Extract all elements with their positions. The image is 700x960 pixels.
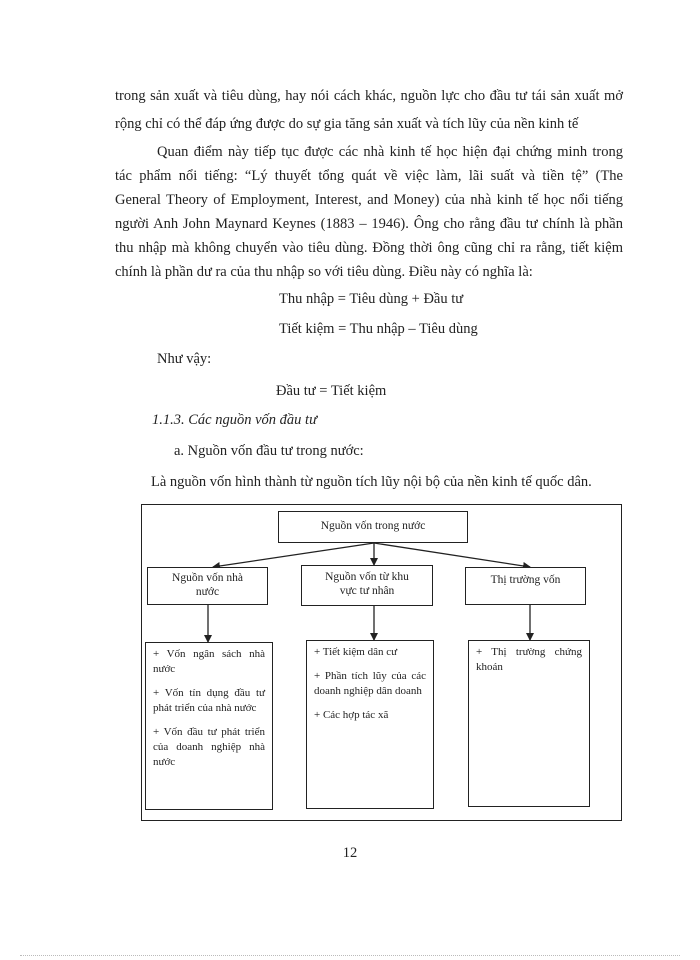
paragraph2-line4: người Anh John Maynard Keynes (1883 – 1946). Ông cho rằng đầu tư chính là phần bbox=[115, 216, 623, 232]
private-capital-list bbox=[306, 640, 434, 809]
branch-market-node bbox=[465, 567, 586, 605]
list-item: + Vốn đầu tư phát triển của doanh nghiệp nhà nước bbox=[153, 726, 265, 768]
equation-investment: Đầu tư = Tiết kiệm bbox=[276, 383, 387, 399]
list-item: + Thị trường chứng khoán bbox=[476, 646, 582, 673]
branch-private-label-line2: vực tư nhân bbox=[339, 585, 395, 597]
paragraph2-line2: tác phẩm nổi tiếng: “Lý thuyết tổng quát về việc làm, lãi suất và tiền tệ” (The bbox=[115, 168, 623, 184]
branch-state-node bbox=[147, 567, 268, 605]
list-item: + Vốn ngân sách nhà nước bbox=[153, 648, 265, 675]
equation-income: Thu nhập = Tiêu dùng + Đầu tư bbox=[279, 291, 464, 307]
domestic-capital-diagram bbox=[141, 504, 622, 821]
section-heading: 1.1.3. Các nguồn vốn đầu tư bbox=[152, 412, 317, 428]
list-item: + Vốn tín dụng đầu tư phát triển của nhà nước bbox=[153, 687, 265, 714]
branch-state-label-line2: nước bbox=[195, 586, 220, 598]
branch-market-label-line1: Thị trường vốn bbox=[490, 574, 561, 586]
root-label: Nguồn vốn trong nước bbox=[320, 520, 426, 532]
list-item: + Tiết kiệm dân cư bbox=[314, 646, 398, 658]
branch-private-label-line1: Nguồn vốn từ khu bbox=[325, 571, 409, 583]
branch-private-node bbox=[301, 565, 433, 606]
branch-state-label-line1: Nguồn vốn nhà bbox=[172, 572, 243, 584]
paragraph2-line6: chính là phần dư ra của thu nhập so với tiêu dùng. Điều này có nghĩa là: bbox=[115, 264, 533, 280]
list-item: + Phần tích lũy của các doanh nghiệp dân doanh bbox=[314, 670, 426, 697]
paragraph2-line5: thu nhập mà không chuyển vào tiêu dùng. Đồng thời ông cũng chỉ ra rằng, tiết kiệm bbox=[115, 240, 623, 256]
nhu-vay-text: Như vậy: bbox=[157, 351, 212, 367]
state-capital-list bbox=[145, 642, 273, 810]
list-item: + Các hợp tác xã bbox=[314, 709, 389, 721]
page-number: 12 bbox=[342, 845, 358, 861]
paragraph1-line2: rộng chỉ có thể đáp ứng được do sự gia tăng sản xuất và tích lũy của nền kinh tế bbox=[115, 116, 579, 132]
section-intro: Là nguồn vốn hình thành từ nguồn tích lũy nội bộ của nền kinh tế quốc dân. bbox=[151, 474, 592, 490]
page-bottom-divider bbox=[20, 955, 680, 956]
paragraph2-line3: General Theory of Employment, Interest, and Money) của nhà kinh tế học nổi tiếng bbox=[115, 192, 623, 208]
equation-savings: Tiết kiệm = Thu nhập – Tiêu dùng bbox=[279, 321, 478, 337]
root-node bbox=[278, 511, 468, 543]
section-subheading: a. Nguồn vốn đầu tư trong nước: bbox=[174, 443, 364, 459]
paragraph2-line1: Quan điểm này tiếp tục được các nhà kinh tế học hiện đại chứng minh trong bbox=[157, 144, 623, 160]
paragraph1-line1: trong sản xuất và tiêu dùng, hay nói cách khác, nguồn lực cho đầu tư tái sản xuất mở bbox=[115, 88, 623, 104]
capital-market-list bbox=[468, 640, 590, 807]
